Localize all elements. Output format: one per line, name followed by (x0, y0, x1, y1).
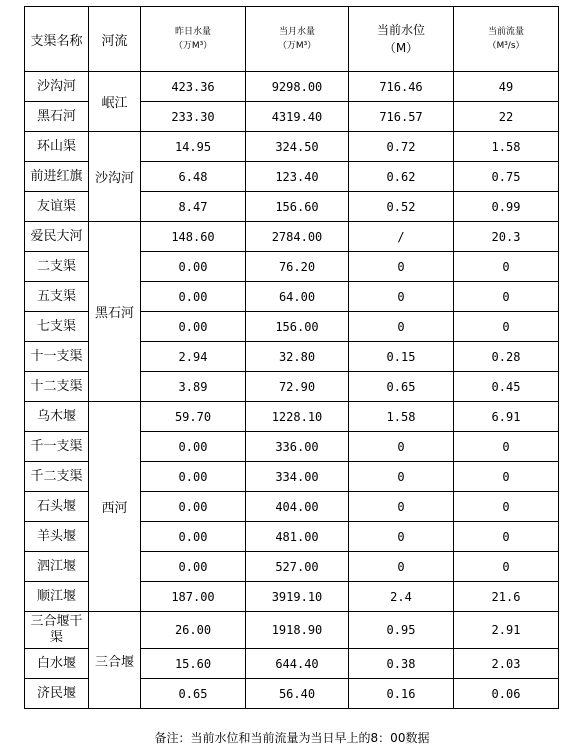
cell-level: 0.65 (349, 372, 454, 402)
cell-river: 岷江 (89, 72, 141, 132)
header-month-label: 当月水量 (278, 27, 315, 37)
cell-canal-name: 二支渠 (25, 252, 89, 282)
cell-flow: 0.06 (454, 679, 559, 709)
cell-level: 0 (349, 432, 454, 462)
cell-river: 黑石河 (89, 222, 141, 402)
cell-flow: 6.91 (454, 402, 559, 432)
cell-level: 0.16 (349, 679, 454, 709)
cell-level: 0 (349, 282, 454, 312)
cell-flow: 0.28 (454, 342, 559, 372)
cell-month: 1918.90 (246, 612, 349, 649)
cell-month: 32.80 (246, 342, 349, 372)
cell-yesterday: 187.00 (141, 582, 246, 612)
cell-month: 336.00 (246, 432, 349, 462)
cell-flow: 0 (454, 552, 559, 582)
header-yesterday-unit: （万M³） (173, 41, 213, 51)
cell-canal-name: 爱民大河 (25, 222, 89, 252)
cell-month: 4319.40 (246, 102, 349, 132)
table-row (25, 612, 559, 649)
header-yesterday-label: 昨日水量 (174, 27, 211, 37)
cell-flow: 2.03 (454, 649, 559, 679)
cell-month: 56.40 (246, 679, 349, 709)
table-row (25, 132, 559, 162)
cell-month: 324.50 (246, 132, 349, 162)
header-level (349, 7, 454, 72)
cell-month: 1228.10 (246, 402, 349, 432)
cell-level: 0.52 (349, 192, 454, 222)
cell-yesterday: 0.00 (141, 252, 246, 282)
cell-canal-name: 千二支渠 (25, 462, 89, 492)
cell-yesterday: 423.36 (141, 72, 246, 102)
cell-yesterday: 0.65 (141, 679, 246, 709)
header-flow-label: 当前流量 (487, 27, 524, 37)
cell-month: 156.00 (246, 312, 349, 342)
cell-canal-name: 环山渠 (25, 132, 89, 162)
water-data-table (24, 6, 559, 709)
cell-level: / (349, 222, 454, 252)
cell-level: 0 (349, 552, 454, 582)
cell-canal-name: 顺江堰 (25, 582, 89, 612)
cell-yesterday: 2.94 (141, 342, 246, 372)
header-yesterday (141, 7, 246, 72)
cell-month: 64.00 (246, 282, 349, 312)
cell-month: 76.20 (246, 252, 349, 282)
cell-flow: 0 (454, 462, 559, 492)
cell-flow: 0.45 (454, 372, 559, 402)
cell-flow: 21.6 (454, 582, 559, 612)
footnote: 备注：当前水位和当前流量为当日早上的8：00数据 (154, 731, 430, 745)
cell-flow: 0 (454, 312, 559, 342)
cell-canal-name: 友谊渠 (25, 192, 89, 222)
cell-flow: 49 (454, 72, 559, 102)
cell-level: 0.15 (349, 342, 454, 372)
cell-yesterday: 15.60 (141, 649, 246, 679)
cell-yesterday: 59.70 (141, 402, 246, 432)
cell-yesterday: 26.00 (141, 612, 246, 649)
cell-canal-name: 羊头堰 (25, 522, 89, 552)
cell-level: 0.38 (349, 649, 454, 679)
cell-flow: 0.99 (454, 192, 559, 222)
cell-yesterday: 0.00 (141, 432, 246, 462)
table-header-row (25, 7, 559, 72)
cell-level: 0 (349, 522, 454, 552)
header-level-unit: （M） (383, 41, 419, 55)
cell-canal-name: 三合堰干渠 (25, 612, 89, 649)
cell-yesterday: 0.00 (141, 282, 246, 312)
cell-flow: 2.91 (454, 612, 559, 649)
cell-month: 72.90 (246, 372, 349, 402)
cell-canal-name: 石头堰 (25, 492, 89, 522)
cell-canal-name: 泗江堰 (25, 552, 89, 582)
cell-month: 156.60 (246, 192, 349, 222)
cell-canal-name: 白水堰 (25, 649, 89, 679)
cell-month: 527.00 (246, 552, 349, 582)
cell-level: 0 (349, 252, 454, 282)
cell-yesterday: 8.47 (141, 192, 246, 222)
cell-flow: 0.75 (454, 162, 559, 192)
cell-level: 1.58 (349, 402, 454, 432)
cell-river: 三合堰 (89, 612, 141, 709)
cell-yesterday: 0.00 (141, 522, 246, 552)
header-name: 支渠名称 (25, 7, 89, 72)
cell-canal-name: 五支渠 (25, 282, 89, 312)
cell-month: 481.00 (246, 522, 349, 552)
cell-month: 404.00 (246, 492, 349, 522)
cell-level: 716.46 (349, 72, 454, 102)
cell-flow: 0 (454, 522, 559, 552)
cell-yesterday: 0.00 (141, 552, 246, 582)
cell-yesterday: 3.89 (141, 372, 246, 402)
cell-canal-name: 沙沟河 (25, 72, 89, 102)
cell-river: 沙沟河 (89, 132, 141, 222)
cell-flow: 0 (454, 252, 559, 282)
cell-level: 0 (349, 462, 454, 492)
header-river: 河流 (89, 7, 141, 72)
cell-flow: 22 (454, 102, 559, 132)
cell-level: 0 (349, 312, 454, 342)
water-report-sheet (24, 6, 558, 709)
cell-yesterday: 148.60 (141, 222, 246, 252)
cell-level: 0.95 (349, 612, 454, 649)
header-flow-unit: （M³/s） (487, 41, 525, 51)
cell-canal-name: 千一支渠 (25, 432, 89, 462)
cell-month: 9298.00 (246, 72, 349, 102)
cell-level: 0.72 (349, 132, 454, 162)
table-body (25, 72, 559, 709)
cell-canal-name: 黑石河 (25, 102, 89, 132)
cell-yesterday: 0.00 (141, 312, 246, 342)
cell-level: 0.62 (349, 162, 454, 192)
cell-flow: 0 (454, 282, 559, 312)
cell-canal-name: 十一支渠 (25, 342, 89, 372)
cell-flow: 1.58 (454, 132, 559, 162)
cell-yesterday: 14.95 (141, 132, 246, 162)
cell-canal-name: 七支渠 (25, 312, 89, 342)
cell-yesterday: 0.00 (141, 492, 246, 522)
table-row (25, 222, 559, 252)
cell-month: 334.00 (246, 462, 349, 492)
table-row (25, 72, 559, 102)
cell-canal-name: 济民堰 (25, 679, 89, 709)
cell-canal-name: 乌木堰 (25, 402, 89, 432)
cell-month: 123.40 (246, 162, 349, 192)
cell-level: 716.57 (349, 102, 454, 132)
cell-month: 2784.00 (246, 222, 349, 252)
cell-yesterday: 233.30 (141, 102, 246, 132)
cell-level: 2.4 (349, 582, 454, 612)
cell-flow: 0 (454, 432, 559, 462)
cell-yesterday: 6.48 (141, 162, 246, 192)
header-month (246, 7, 349, 72)
header-flow (454, 7, 559, 72)
cell-canal-name: 十二支渠 (25, 372, 89, 402)
cell-level: 0 (349, 492, 454, 522)
cell-month: 3919.10 (246, 582, 349, 612)
header-month-unit: （万M³） (277, 41, 317, 51)
cell-flow: 20.3 (454, 222, 559, 252)
cell-flow: 0 (454, 492, 559, 522)
header-level-label: 当前水位 (376, 23, 425, 37)
table-row (25, 402, 559, 432)
cell-river: 西河 (89, 402, 141, 612)
cell-yesterday: 0.00 (141, 462, 246, 492)
cell-month: 644.40 (246, 649, 349, 679)
cell-canal-name: 前进红旗 (25, 162, 89, 192)
